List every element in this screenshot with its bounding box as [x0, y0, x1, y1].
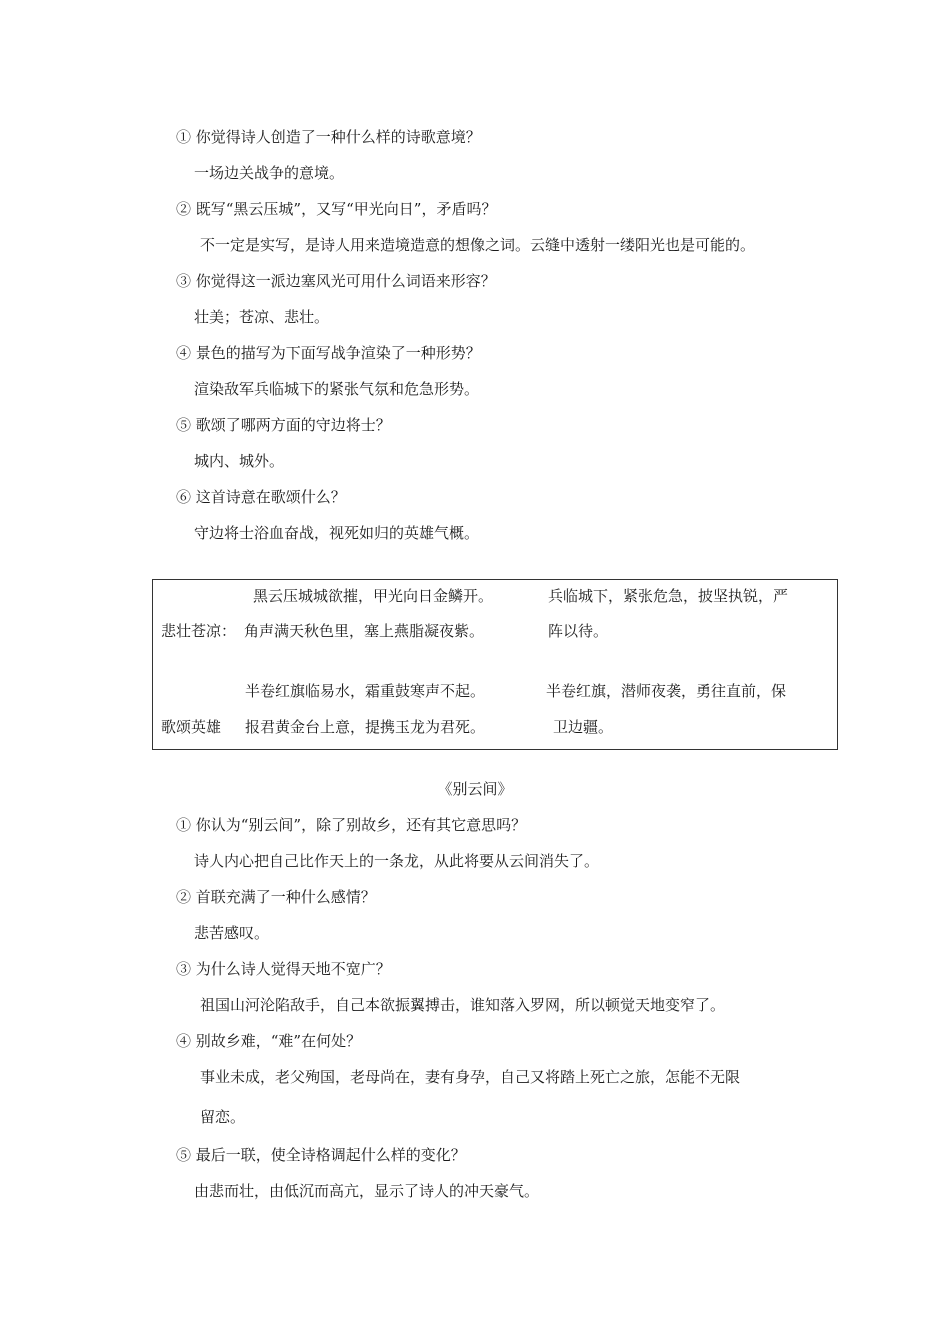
- section-title: 《别云间》: [437, 780, 513, 798]
- question-2: ② 既写“黑云压城”，又写“甲光向日”，矛盾吗？: [176, 200, 497, 218]
- answer-1: 一场边关战争的意境。: [194, 164, 345, 182]
- poem-analysis-table: [152, 579, 838, 750]
- row1-note2: 阵以待。: [548, 622, 609, 640]
- answer-3: 壮美；苍凉、悲壮。: [194, 308, 330, 326]
- answer-b3: 祖国山河沦陷敌手，自己本欲振翼搏击，谁知落入罗网，所以顿觉天地变窄了。: [200, 996, 726, 1014]
- question-1: ① 你觉得诗人创造了一种什么样的诗歌意境？: [176, 128, 481, 146]
- row1-label: 悲壮苍凉：: [161, 622, 237, 640]
- row1-note1: 兵临城下，紧张危急，披坚执锐，严: [548, 587, 789, 605]
- answer-5: 城内、城外。: [194, 452, 285, 470]
- question-3: ③ 你觉得这一派边塞风光可用什么词语来形容？: [176, 272, 496, 290]
- answer-4: 渲染敌军兵临城下的紧张气氛和危急形势。: [194, 380, 480, 398]
- answer-6: 守边将士浴血奋战，视死如归的英雄气概。: [194, 524, 480, 542]
- answer-b5: 由悲而壮，由低沉而高亢，显示了诗人的冲天豪气。: [194, 1182, 540, 1200]
- answer-b4-line2: 留恋。: [200, 1108, 246, 1126]
- question-5: ⑤ 歌颂了哪两方面的守边将士？: [176, 416, 391, 434]
- question-6: ⑥ 这首诗意在歌颂什么？: [176, 488, 346, 506]
- answer-b1: 诗人内心把自己比作天上的一条龙，从此将要从云间消失了。: [194, 852, 600, 870]
- row2-verse1: 半卷红旗临易水，霜重鼓寒声不起。: [245, 682, 486, 700]
- question-b3: ③ 为什么诗人觉得天地不宽广？: [176, 960, 391, 978]
- question-b4: ④ 别故乡难，“难”在何处？: [176, 1032, 362, 1050]
- row2-verse2: 报君黄金台上意，提携玉龙为君死。: [245, 718, 486, 736]
- row1-verse2: 角声满天秋色里，塞上燕脂凝夜紫。: [244, 622, 485, 640]
- answer-b4-line1: 事业未成，老父殉国，老母尚在，妻有身孕，自己又将踏上死亡之旅，怎能不无限: [200, 1068, 741, 1086]
- answer-b2: 悲苦感叹。: [194, 924, 270, 942]
- question-4: ④ 景色的描写为下面写战争渲染了一种形势？: [176, 344, 481, 362]
- question-b5: ⑤ 最后一联，使全诗格调起什么样的变化？: [176, 1146, 466, 1164]
- row1-verse1: 黑云压城城欲摧，甲光向日金鳞开。: [253, 587, 494, 605]
- question-b2: ② 首联充满了一种什么感情？: [176, 888, 376, 906]
- row2-label: 歌颂英雄: [161, 718, 222, 736]
- question-b1: ① 你认为“别云间”，除了别故乡，还有其它意思吗？: [176, 816, 527, 834]
- row2-note2: 卫边疆。: [553, 718, 614, 736]
- answer-2: 不一定是实写，是诗人用来造境造意的想像之词。云缝中透射一缕阳光也是可能的。: [200, 236, 756, 254]
- row2-note1: 半卷红旗，潜师夜袭，勇往直前，保: [546, 682, 787, 700]
